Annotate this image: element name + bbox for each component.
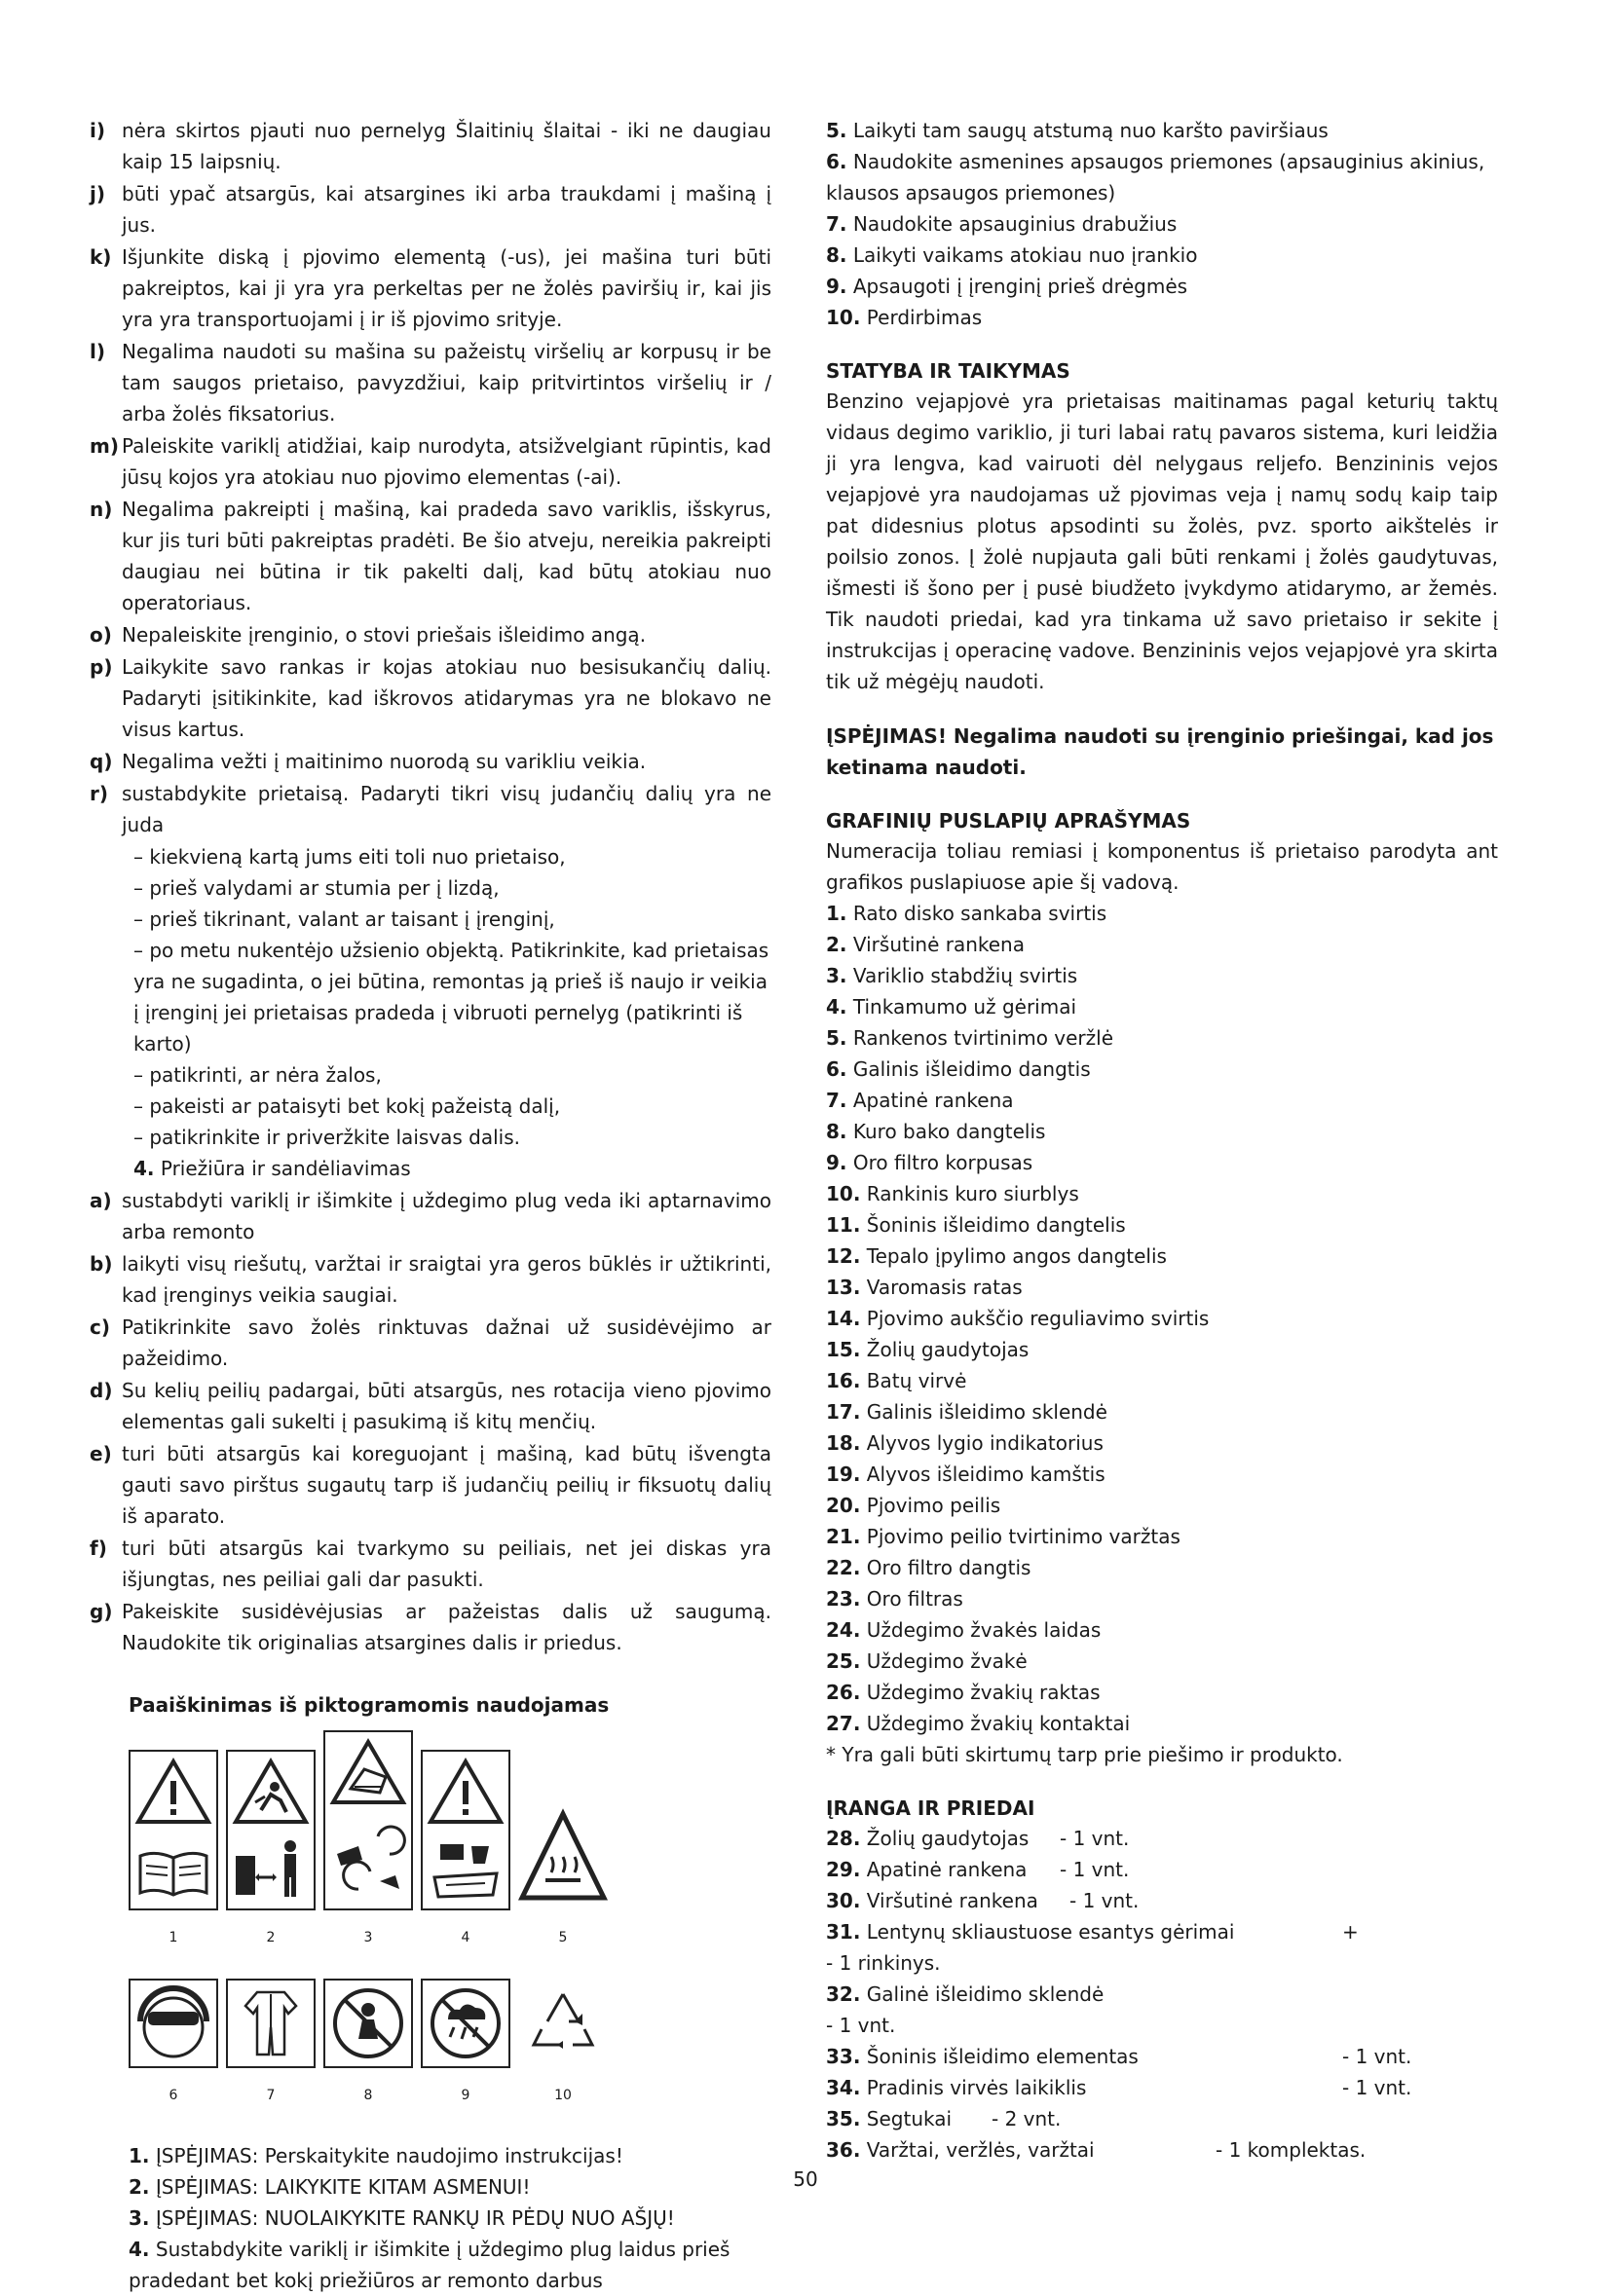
item-label: c): [90, 1315, 110, 1339]
pictogram-title: Paaiškinimas iš piktogramomis naudojamas: [129, 1693, 610, 1717]
item-label: q): [90, 750, 113, 773]
pictogram-number: 7: [266, 2088, 276, 2103]
list-item: [826, 1116, 1498, 1147]
pictogram-number: 5: [558, 1930, 568, 1945]
statyba-paragraph: Benzino vejapjovė yra prietaisas maitinamas pagal keturių taktų vidaus degimo variklio, ji turi labai ratų pavaros sistema, kuri leidžia ji yra lengva, kad vairuoti dėl nelygaus reljefo. Benzininis vejos vejapjovė yra naudojamas už pjovimas veja į namų sodų kaip taip pat didesnius plotus apsodinti su žolės, pvz. sporto aikštelės ir poilsio zonos. Į žolė nupjauta gali būti renkami į žolės gaudytuvas, išmesti iš šono per į pusė biudžeto įvykdymo atidarymo, ar žemės. Tik naudoti priedai, kad yra tinkama už savo prietaiso ir sekite į instrukcijas į operacinę vadove. Benzininis vejos vejapjovė yra skirta tik už mėgėjų naudoti.: [826, 389, 1498, 693]
item-text: Perdirbimas: [866, 306, 983, 329]
item-text: Batų virvė: [866, 1369, 967, 1392]
list-item: [826, 1646, 1498, 1677]
list-item: [90, 778, 771, 840]
list-item: [90, 115, 771, 177]
equipment-item: [826, 1854, 1498, 1885]
list-item: [826, 1521, 1498, 1552]
statyba-heading: STATYBA IR TAIKYMAS: [826, 359, 1070, 383]
pictogram-grid: [129, 1730, 616, 2111]
item-text: Alyvos lygio indikatorius: [866, 1431, 1104, 1455]
list-item: [826, 302, 1498, 333]
equipment-qty: - 1 rinkinys.: [826, 1951, 941, 1975]
list-item: [826, 1708, 1498, 1739]
item-number: 16.: [826, 1369, 861, 1392]
list-item: [826, 1054, 1498, 1085]
item-quantity: - 1 vnt.: [1060, 1858, 1130, 1881]
equipment-item: 35. Segtukai - 2 vnt.: [826, 2107, 1062, 2130]
item-text: Galinis išleidimo sklendė: [866, 1400, 1107, 1424]
list-item: [826, 240, 1498, 271]
item-label: f): [90, 1537, 107, 1560]
item-text: Laikykite savo rankas ir kojas atokiau nuo besisukančių dalių. Padaryti įsitikinkite, kad iškrovos atidarymas yra ne blokavo ne visus kartus.: [122, 655, 771, 741]
item-number: 30.: [826, 1889, 861, 1912]
list-item: [826, 1614, 1498, 1646]
item-text: nėra skirtos pjauti nuo pernelyg Šlaitinių šlaitai - iki ne daugiau kaip 15 laipsnių.: [122, 119, 771, 173]
item-number: 24.: [826, 1618, 861, 1642]
read-manual-icon: [129, 1750, 218, 1910]
warning-text: ĮSPĖJIMAS! Negalima naudoti su įrenginio priešingai, kad jos ketinama naudoti.: [826, 724, 1494, 779]
components-note: * Yra gali būti skirtumų tarp prie piešimo ir produkto.: [826, 1743, 1343, 1766]
equipment-item: 32. Galinė išleidimo sklendė: [826, 1982, 1105, 2006]
item-label: d): [90, 1379, 113, 1402]
item-text: Alyvos išleidimo kamštis: [866, 1463, 1105, 1486]
item-text: Varomasis ratas: [866, 1276, 1023, 1299]
item-text: Naudokite asmenines apsaugos priemones (apsauginius akinius, klausos apsaugos priemones): [826, 150, 1485, 204]
item-number: 19.: [826, 1463, 861, 1486]
list-item: [826, 1334, 1498, 1365]
item-text: Negalima pakreipti į mašiną, kai pradeda savo variklis, išskyrus, kur jis turi būti pakreiptas pradėti. Be šio atveju, nereikia pakreipti daugiau nei būtina ir tik pakelti dalį, kad būtų atokiau nuo operatoriaus.: [122, 498, 771, 614]
check-item: – pakeisti ar pataisyti bet kokį pažeistą dalį,: [133, 1094, 561, 1118]
list-item: [826, 1085, 1498, 1116]
item-text: Nepaleiskite įrenginio, o stovi priešais išleidimo angą.: [122, 623, 647, 647]
item-number: 22.: [826, 1556, 861, 1579]
item-text: ĮSPĖJIMAS: NUOLAIKYKITE RANKŲ IR PĖDŲ NUO AŠJŲ!: [155, 2206, 675, 2230]
keep-children-away-icon: [323, 1979, 413, 2068]
pictogram-number: 8: [363, 2088, 373, 2103]
list-item: [826, 146, 1498, 208]
item-text: Patikrinkite savo žolės rinktuvas dažnai už susidėvėjimo ar pažeidimo.: [122, 1315, 771, 1370]
list-item: [826, 271, 1498, 302]
list-item: [129, 2203, 771, 2234]
recycling-icon: [518, 1979, 608, 2068]
item-label: o): [90, 623, 112, 647]
equipment-list: [826, 1823, 1498, 1916]
item-number: 27.: [826, 1712, 861, 1735]
item-label: l): [90, 340, 105, 363]
pictogram-number: 1: [169, 1930, 178, 1945]
item-number: 25.: [826, 1649, 861, 1673]
item-text: turi būti atsargūs kai tvarkymo su peiliais, net jei diskas yra išjungtas, nes peiliai gali dar pasukti.: [122, 1537, 771, 1591]
item-text: sustabdyti variklį ir išimkite į uždegimo plug veda iki aptarnavimo arba remonto: [122, 1189, 771, 1243]
section-4-heading: 4. Priežiūra ir sandėliavimas: [133, 1157, 411, 1180]
list-item: [826, 1459, 1498, 1490]
list-item: [90, 1596, 771, 1658]
item-text: Apsaugoti į įrenginį prieš drėgmės: [852, 275, 1188, 298]
equipment-qty: - 1 vnt.: [826, 2014, 896, 2037]
keep-distance-icon: [226, 1750, 316, 1910]
item-text: Rankenos tvirtinimo veržlė: [852, 1026, 1114, 1050]
item-label: p): [90, 655, 113, 679]
list-item: [826, 929, 1498, 960]
item-text: Pjovimo peilis: [866, 1494, 1001, 1517]
item-number: 2.: [129, 2175, 150, 2199]
disconnect-plug-icon: [421, 1750, 510, 1910]
item-number: 20.: [826, 1494, 861, 1517]
item-number: 9.: [826, 275, 847, 298]
protect-from-moisture-icon: [421, 1979, 510, 2068]
item-label: m): [90, 434, 119, 458]
item-number: 8.: [826, 1120, 847, 1143]
item-label: j): [90, 182, 105, 205]
item-number: 15.: [826, 1338, 861, 1361]
item-text: Naudokite apsauginius drabužius: [852, 212, 1178, 236]
item-number: 3.: [826, 964, 847, 987]
list-item: [826, 960, 1498, 991]
item-text: Paleiskite variklį atidžiai, kaip nurodyta, atsižvelgiant rūpintis, kad jūsų kojos yra atokiau nuo pjovimo elementas (-ai).: [122, 434, 771, 489]
item-number: 14.: [826, 1307, 861, 1330]
item-text: Oro filtro korpusas: [852, 1151, 1033, 1174]
item-number: 7.: [826, 212, 847, 236]
equipment-item: 36. Varžtai, veržlės, varžtai - 1 komplektas.: [826, 2138, 1367, 2162]
iranga-heading: ĮRANGA IR PRIEDAI: [826, 1796, 1035, 1820]
list-item: [90, 1375, 771, 1437]
check-item: – prieš tikrinant, valant ar taisant į įrenginį,: [133, 907, 555, 931]
item-number: 1.: [826, 902, 847, 925]
check-item: – po metu nukentėjo užsienio objektą. Patikrinkite, kad prietaisas yra ne sugadinta, o jei būtina, remontas ją prieš iš naujo ir veikia į įrenginį jei prietaisas pradeda į vibruoti pernelyg (patikrinti iš karto): [133, 939, 769, 1055]
item-number: 7.: [826, 1089, 847, 1112]
item-number: 13.: [826, 1276, 861, 1299]
item-label: n): [90, 498, 113, 521]
list-item: [826, 1303, 1498, 1334]
list-item: [90, 1185, 771, 1247]
item-number: 17.: [826, 1400, 861, 1424]
item-text: Apatinė rankena: [866, 1858, 1028, 1881]
item-number: 6.: [826, 150, 847, 173]
item-label: i): [90, 119, 105, 142]
item-text: Oro filtras: [866, 1587, 963, 1611]
list-item: [90, 1312, 771, 1374]
item-text: Oro filtro dangtis: [866, 1556, 1031, 1579]
pictogram-legend: [129, 2140, 771, 2296]
page-number: 50: [793, 2167, 818, 2191]
list-item: [90, 746, 771, 777]
item-text: Su kelių peilių padargai, būti atsargūs, nes rotacija vieno pjovimo elementas gali sukelti į pasukimą iš kitų menčių.: [122, 1379, 771, 1433]
item-number: 9.: [826, 1151, 847, 1174]
item-text: Tinkamumo už gėrimai: [852, 995, 1077, 1018]
item-number: 21.: [826, 1525, 861, 1548]
item-number: 29.: [826, 1858, 861, 1881]
maintenance-list: [90, 1185, 771, 1658]
pictogram-numbers-row2: [129, 2080, 616, 2111]
item-number: 10.: [826, 1182, 861, 1205]
item-text: Apatinė rankena: [852, 1089, 1014, 1112]
item-text: ĮSPĖJIMAS: Perskaitykite naudojimo instrukcijas!: [155, 2144, 623, 2167]
pictogram-number: 10: [554, 2088, 572, 2103]
item-label: e): [90, 1442, 112, 1465]
hand-foot-blade-icon: [323, 1730, 413, 1910]
item-label: g): [90, 1600, 113, 1623]
item-number: 26.: [826, 1681, 861, 1704]
item-text: ĮSPĖJIMAS: LAIKYKITE KITAM ASMENUI!: [155, 2175, 531, 2199]
list-item: [826, 1552, 1498, 1583]
list-item: [826, 1490, 1498, 1521]
check-list: [90, 841, 771, 1153]
item-quantity: - 1 vnt.: [1069, 1889, 1140, 1912]
grafiniu-heading: GRAFINIŲ PUSLAPIŲ APRAŠYMAS: [826, 809, 1191, 833]
item-text: Rankinis kuro siurblys: [866, 1182, 1079, 1205]
item-label: k): [90, 245, 112, 269]
item-number: 4.: [129, 2238, 150, 2261]
grafiniu-intro: Numeracija toliau remiasi į komponentus iš prietaiso parodyta ant grafikos puslapiuose apie šį vadovą.: [826, 839, 1498, 894]
item-text: Negalima vežti į maitinimo nuorodą su varikliu veikia.: [122, 750, 647, 773]
equipment-item: [826, 1885, 1498, 1916]
list-item: [826, 1147, 1498, 1178]
list-item: [826, 208, 1498, 240]
list-item: [826, 1427, 1498, 1459]
list-item: [90, 241, 771, 335]
item-number: 11.: [826, 1213, 861, 1237]
item-text: Žolių gaudytojas: [866, 1338, 1030, 1361]
item-label: a): [90, 1189, 112, 1212]
list-item: [90, 336, 771, 429]
list-item: [90, 619, 771, 650]
item-text: sustabdykite prietaisą. Padaryti tikri visų judančių dalių yra ne juda: [122, 782, 771, 836]
equipment-item: 31. Lentynų skliaustuose esantys gėrimai +: [826, 1920, 1359, 1944]
pictogram-legend-continued: [826, 115, 1498, 333]
components-list: [826, 898, 1498, 1739]
list-item: [826, 1272, 1498, 1303]
list-item: [826, 1365, 1498, 1396]
pictogram-number: 9: [461, 2088, 470, 2103]
protective-clothing-icon: [226, 1979, 316, 2068]
pictogram-number: 4: [461, 1930, 470, 1945]
item-number: 18.: [826, 1431, 861, 1455]
item-quantity: - 1 vnt.: [1060, 1827, 1130, 1850]
check-item: – prieš valydami ar stumia per į lizdą,: [133, 876, 500, 900]
pictogram-number: 6: [169, 2088, 178, 2103]
item-number: 2.: [826, 933, 847, 956]
pictogram-number: 3: [363, 1930, 373, 1945]
check-item: – kiekvieną kartą jums eiti toli nuo prietaiso,: [133, 845, 566, 869]
list-item: [826, 115, 1498, 146]
list-item: [90, 651, 771, 745]
item-number: 8.: [826, 243, 847, 267]
list-item: [129, 2234, 771, 2296]
safety-list-a: [90, 115, 771, 840]
item-text: Laikyti vaikams atokiau nuo įrankio: [852, 243, 1198, 267]
left-column: [90, 115, 771, 2296]
list-item: [826, 1677, 1498, 1708]
item-number: 23.: [826, 1587, 861, 1611]
list-item: [90, 430, 771, 493]
check-item: – patikrinti, ar nėra žalos,: [133, 1063, 382, 1087]
item-text: Rato disko sankaba svirtis: [852, 902, 1107, 925]
list-item: [826, 1241, 1498, 1272]
item-text: Kuro bako dangtelis: [852, 1120, 1046, 1143]
item-text: Pakeiskite susidėvėjusias ar pažeistas dalis už saugumą. Naudokite tik originalias atsargines dalis ir priedus.: [122, 1600, 771, 1654]
item-number: 12.: [826, 1244, 861, 1268]
item-text: Uždegimo žvakė: [866, 1649, 1028, 1673]
item-number: 5.: [826, 1026, 847, 1050]
hot-surface-icon: [518, 1803, 608, 1910]
list-item: [826, 991, 1498, 1022]
item-text: Galinis išleidimo dangtis: [852, 1057, 1091, 1081]
list-item: [90, 494, 771, 618]
equipment-item: 34. Pradinis virvės laikiklis - 1 vnt.: [826, 2076, 1412, 2099]
item-text: Pjovimo aukščio reguliavimo svirtis: [866, 1307, 1210, 1330]
equipment-item: [826, 1823, 1498, 1854]
item-text: Išjunkite diską į pjovimo elementą (-us), jei mašina turi būti pakreiptos, kai ji yra yra perkeltas per ne žolės paviršių ir, kai jis yra yra transportuojami į ir iš pjovimo srityje.: [122, 245, 771, 331]
pictogram-number: 2: [266, 1930, 276, 1945]
list-item: [826, 898, 1498, 929]
item-label: r): [90, 782, 109, 805]
item-text: Viršutinė rankena: [866, 1889, 1038, 1912]
list-item: [90, 1533, 771, 1595]
item-text: Tepalo įpylimo angos dangtelis: [866, 1244, 1167, 1268]
item-text: Uždegimo žvakių kontaktai: [866, 1712, 1131, 1735]
item-text: Laikyti tam saugų atstumą nuo karšto paviršiaus: [852, 119, 1329, 142]
item-text: laikyti visų riešutų, varžtai ir sraigtai yra geros būklės ir užtikrinti, kad įrenginys veikia saugiai.: [122, 1252, 771, 1307]
item-text: Uždegimo žvakės laidas: [866, 1618, 1102, 1642]
item-text: turi būti atsargūs kai koreguojant į mašiną, kad būtų išvengta gauti savo pirštus sugautų tarp iš judančių peilių ir fiksuotų dalių iš aparato.: [122, 1442, 771, 1528]
list-item: [90, 178, 771, 241]
list-item: [826, 1209, 1498, 1241]
item-number: 3.: [129, 2206, 150, 2230]
item-text: Pjovimo peilio tvirtinimo varžtas: [866, 1525, 1180, 1548]
list-item: [90, 1248, 771, 1311]
item-text: būti ypač atsargūs, kai atsargines iki arba traukdami į mašiną į jus.: [122, 182, 771, 237]
protective-glasses-icon: [129, 1979, 218, 2068]
item-number: 28.: [826, 1827, 861, 1850]
check-item: – patikrinkite ir priveržkite laisvas dalis.: [133, 1126, 521, 1149]
item-text: Variklio stabdžių svirtis: [852, 964, 1078, 987]
item-number: 5.: [826, 119, 847, 142]
item-label: b): [90, 1252, 113, 1276]
item-text: Žolių gaudytojas: [866, 1827, 1030, 1850]
item-number: 4.: [826, 995, 847, 1018]
item-text: Sustabdykite variklį ir išimkite į uždegimo plug laidus prieš pradedant bet kokį priežiūros ar remonto darbus: [129, 2238, 731, 2292]
equipment-item: 33. Šoninis išleidimo elementas - 1 vnt.: [826, 2045, 1412, 2068]
item-number: 10.: [826, 306, 861, 329]
list-item: [826, 1022, 1498, 1054]
list-item: [826, 1396, 1498, 1427]
item-text: Uždegimo žvakių raktas: [866, 1681, 1101, 1704]
item-text: Negalima naudoti su mašina su pažeistų viršelių ar korpusų ir be tam saugos prietaiso, pavyzdžiui, kaip pritvirtintos viršelių ir / arba žolės fiksatorius.: [122, 340, 771, 426]
list-item: [826, 1583, 1498, 1614]
item-text: Šoninis išleidimo dangtelis: [866, 1213, 1126, 1237]
item-number: 1.: [129, 2144, 150, 2167]
list-item: [826, 1178, 1498, 1209]
list-item: [90, 1438, 771, 1532]
item-text: Viršutinė rankena: [852, 933, 1025, 956]
item-number: 6.: [826, 1057, 847, 1081]
right-column: [826, 115, 1498, 2166]
pictogram-numbers-row1: [129, 1922, 616, 1953]
